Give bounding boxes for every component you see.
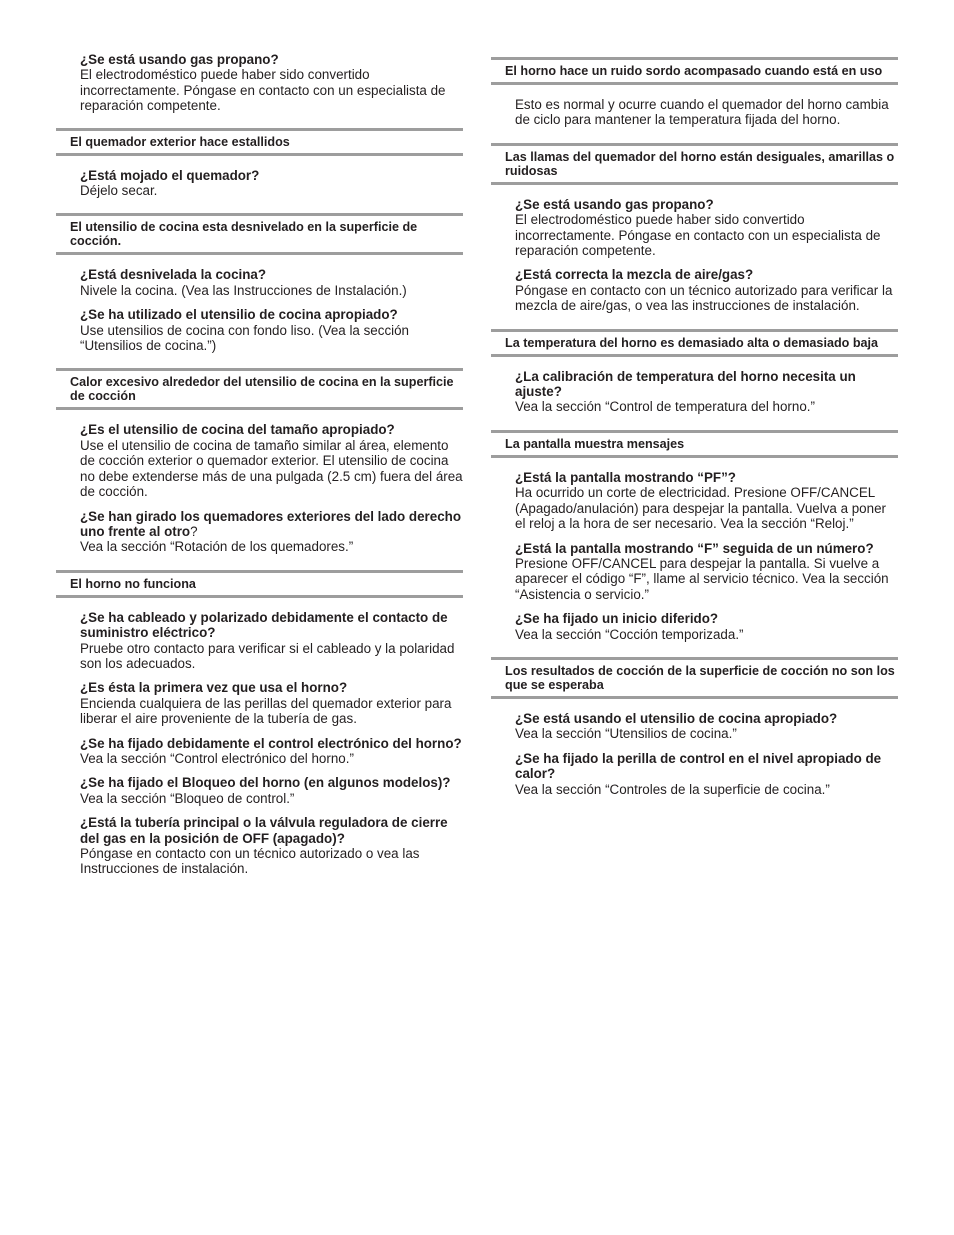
- answer: Póngase en contacto con un técnico autorizado para verificar la mezcla de aire/gas, o vea las instrucciones de instalación.: [515, 282, 893, 314]
- section-cooking-results: [491, 657, 898, 797]
- qa-item: [515, 197, 898, 259]
- answer: Vea la sección “Control electrónico del horno.”: [80, 750, 354, 766]
- qa-item: [80, 168, 463, 199]
- answer: Use utensilios de cocina con fondo liso. (Vea la sección “Utensilios de cocina.”): [80, 322, 410, 354]
- question: ¿Está la tubería principal o la válvula reguladora de cierre del gas en la posición de OFF (apagado)?: [80, 815, 448, 846]
- section-header: El horno no funciona: [56, 570, 463, 598]
- qa-item: [515, 369, 898, 415]
- question: ¿La calibración de temperatura del horno necesita un ajuste?: [515, 368, 856, 400]
- qa-item: [515, 97, 898, 128]
- qa-item: [80, 680, 463, 726]
- question: ¿Se ha fijado un inicio diferido?: [515, 611, 719, 627]
- qa-item: [515, 267, 898, 313]
- question: ¿Es el utensilio de cocina del tamaño apropiado?: [80, 422, 395, 438]
- question: ¿Está correcta la mezcla de aire/gas?: [515, 267, 754, 283]
- left-column: [56, 52, 463, 886]
- section-flames-uneven: [491, 143, 898, 329]
- section-oven-noise: [491, 57, 898, 143]
- answer: Esto es normal y ocurre cuando el quemador del horno cambia de ciclo para mantener la temperatura fijada del horno.: [515, 97, 889, 128]
- question: ¿Se ha cableado y polarizado debidamente el contacto de suministro eléctrico?: [80, 609, 448, 641]
- qa-item: [80, 775, 463, 806]
- answer: Vea la sección “Control de temperatura del horno.”: [515, 399, 815, 415]
- section-burner-pops: [56, 128, 463, 214]
- answer: Pruebe otro contacto para verificar si el cableado y la polaridad son los adecuados.: [80, 640, 455, 671]
- section-header: Las llamas del quemador del horno están desiguales, amarillas o ruidosas: [491, 143, 898, 185]
- qa-item: [80, 610, 463, 672]
- section-header: La temperatura del horno es demasiado alta o demasiado baja: [491, 329, 898, 357]
- section-header: El utensilio de cocina esta desnivelado en la superficie de cocción.: [56, 213, 463, 255]
- qa-item: [515, 611, 898, 642]
- answer: Vea la sección “Controles de la superficie de cocina.”: [515, 781, 830, 797]
- right-column: [491, 57, 898, 806]
- question: ¿Se está usando gas propano?: [80, 52, 279, 67]
- qa-item: [515, 751, 898, 797]
- answer: Nivele la cocina. (Vea las Instrucciones de Instalación.): [80, 282, 407, 298]
- answer: Encienda cualquiera de las perillas del quemador exterior para liberar el aire proveniente de la tubería de gas.: [80, 695, 452, 727]
- question: ¿Está la pantalla mostrando “F” seguida de un número?: [515, 540, 874, 556]
- question: ¿Se ha fijado la perilla de control en el nivel apropiado de calor?: [515, 750, 882, 782]
- section-header: Calor excesivo alrededor del utensilio de cocina en la superficie de cocción: [56, 368, 463, 410]
- question: ¿Está la pantalla mostrando “PF”?: [515, 469, 736, 485]
- question: ¿Se está usando el utensilio de cocina apropiado?: [515, 710, 838, 726]
- qa-item: [80, 52, 463, 114]
- question: [80, 509, 463, 540]
- question: ¿Se ha fijado el Bloqueo del horno (en algunos modelos)?: [80, 775, 451, 791]
- answer: El electrodoméstico puede haber sido convertido incorrectamente. Póngase en contacto con un especialista de reparación competente.: [80, 67, 446, 114]
- section-header: El horno hace un ruido sordo acompasado cuando está en uso: [491, 57, 898, 85]
- answer: Déjelo secar.: [80, 183, 158, 199]
- answer: Use el utensilio de cocina de tamaño similar al área, elemento de cocción exterior o quemador exterior. El utensilio de cocina no debe extenderse más de una pulgada (2.5 cm) fuera del área de cocción.: [80, 437, 463, 500]
- question: ¿Está desnivelada la cocina?: [80, 267, 267, 283]
- section-excessive-heat: [56, 368, 463, 569]
- question: ¿Se ha fijado debidamente el control electrónico del horno?: [80, 735, 462, 751]
- section-oven-temperature: [491, 329, 898, 430]
- answer: Vea la sección “Bloqueo de control.”: [80, 790, 295, 806]
- qa-item: [515, 711, 898, 742]
- question: ¿Se está usando gas propano?: [515, 196, 714, 212]
- section-header: El quemador exterior hace estallidos: [56, 128, 463, 156]
- qa-item: [80, 509, 463, 555]
- qa-item: [80, 267, 463, 298]
- answer: Vea la sección “Rotación de los quemadores.”: [80, 539, 354, 555]
- qa-item: [80, 307, 463, 353]
- section-cookware-uneven: [56, 213, 463, 368]
- question: ¿Es ésta la primera vez que usa el horno?: [80, 680, 348, 696]
- section-header: La pantalla muestra mensajes: [491, 430, 898, 458]
- question-mark: ?: [190, 523, 198, 539]
- qa-item: [80, 815, 463, 877]
- intro-block: [56, 52, 463, 114]
- answer: Ha ocurrido un corte de electricidad. Presione OFF/CANCEL (Apagado/anulación) para despejar la pantalla. Vuelva a poner el reloj a la hora de ser necesario. Vea la sección “Reloj.”: [515, 485, 886, 532]
- qa-item: [515, 470, 898, 532]
- qa-item: [80, 422, 463, 499]
- answer: El electrodoméstico puede haber sido convertido incorrectamente. Póngase en contacto con un especialista de reparación competente.: [515, 212, 881, 259]
- answer: Vea la sección “Utensilios de cocina.”: [515, 726, 737, 742]
- question: ¿Está mojado el quemador?: [80, 167, 260, 183]
- section-oven-not-working: [56, 570, 463, 877]
- section-header: Los resultados de cocción de la superficie de cocción no son los que se esperaba: [491, 657, 898, 699]
- question: ¿Se ha utilizado el utensilio de cocina apropiado?: [80, 307, 398, 323]
- question-text: ¿Se han girado los quemadores exteriores del lado derecho uno frente al otro: [80, 508, 461, 539]
- answer: Vea la sección “Cocción temporizada.”: [515, 626, 744, 642]
- answer: Póngase en contacto con un técnico autorizado o vea las Instrucciones de instalación.: [80, 846, 420, 877]
- answer: Presione OFF/CANCEL para despejar la pantalla. Si vuelve a aparecer el código “F”, llame al servicio técnico. Vea la sección “Asistencia o servicio.”: [515, 555, 889, 602]
- qa-item: [80, 736, 463, 767]
- section-display-messages: [491, 430, 898, 657]
- qa-item: [515, 541, 898, 603]
